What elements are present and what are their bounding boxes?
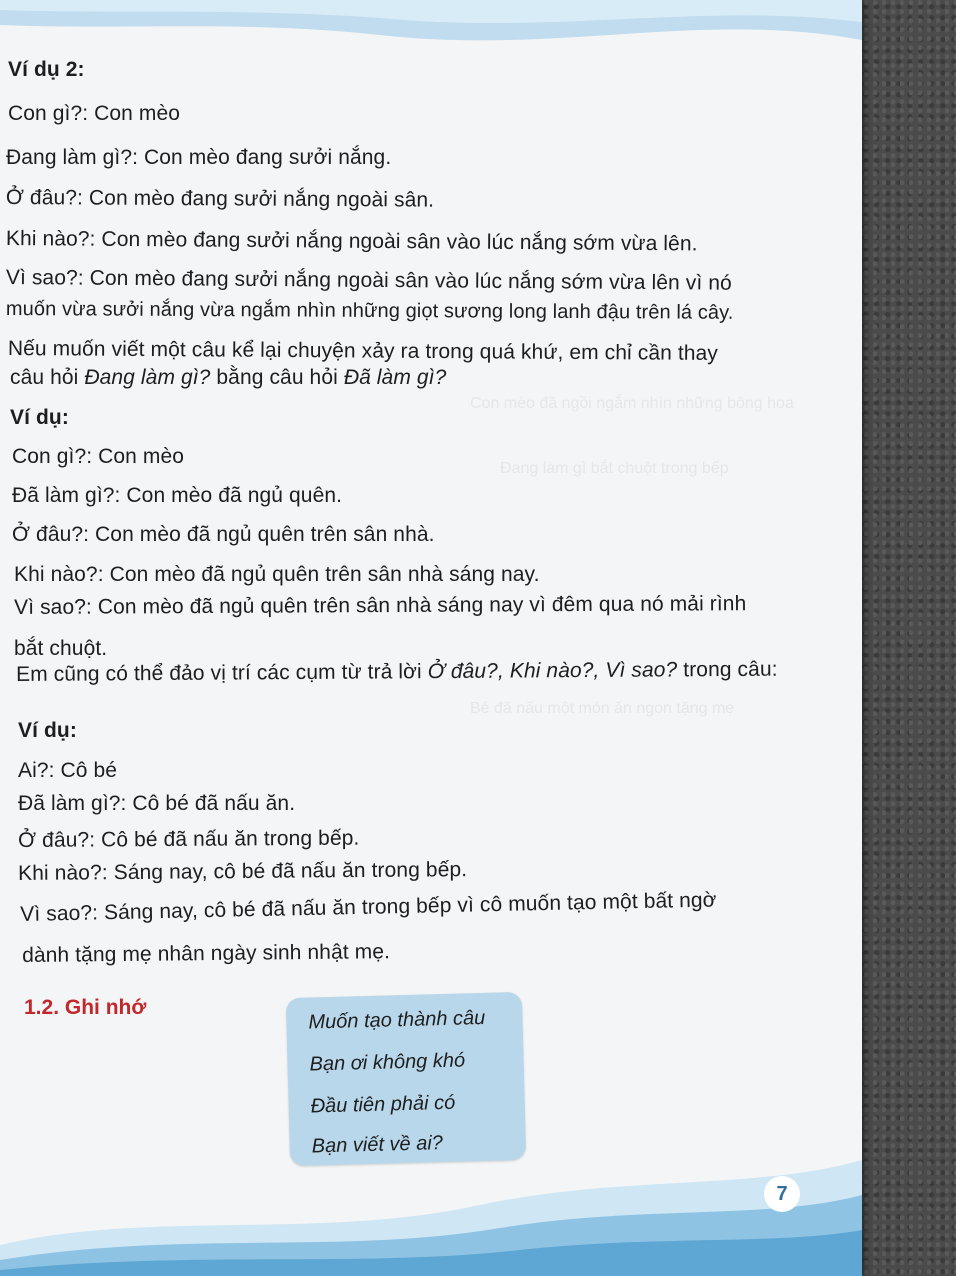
note-past-line2 <box>10 366 446 390</box>
note-swap-prefix: Em cũng có thể đảo vị trí các cụm từ trả lời <box>16 660 428 686</box>
example3-line: Vì sao?: Con mèo đã ngủ quên trên sân nhà sáng nay vì đêm qua nó mải rình <box>14 592 747 619</box>
bottom-wave-decoration <box>0 1150 862 1276</box>
example4-line: Vì sao?: Sáng nay, cô bé đã nấu ăn trong bếp vì cô muốn tạo một bất ngờ <box>20 888 717 926</box>
example4-line: Ai?: Cô bé <box>18 759 118 782</box>
note-swap-suffix: trong câu: <box>677 657 778 682</box>
example2-line: Khi nào?: Con mèo đang sưởi nắng ngoài sân vào lúc nắng sớm vừa lên. <box>5 227 698 256</box>
bleed-through-text: Đang làm gì bắt chuột trong bếp <box>500 460 729 477</box>
example3-heading: Ví dụ: <box>10 406 69 429</box>
memo-line: Muốn tạo thành câu <box>308 1006 486 1034</box>
bleed-through-text: Con mèo đã ngồi ngắm nhìn những bông hoa <box>470 395 794 412</box>
note-past-prefix: câu hỏi <box>10 366 85 389</box>
note-swap-em: Ở đâu?, Khi nào?, Vì sao? <box>427 658 678 684</box>
memo-heading: 1.2. Ghi nhớ <box>24 996 147 1019</box>
note-past-mid: bằng câu hỏi <box>210 366 344 389</box>
memo-box <box>286 992 526 1166</box>
memo-line: Bạn viết về ai? <box>311 1132 444 1158</box>
example3-line: Đã làm gì?: Con mèo đã ngủ quên. <box>12 484 343 507</box>
example4-line: Khi nào?: Sáng nay, cô bé đã nấu ăn trong bếp. <box>18 858 468 885</box>
note-past-em1: Đang làm gì? <box>84 366 211 389</box>
example2-line: Vì sao?: Con mèo đang sưởi nắng ngoài sân vào lúc nắng sớm vừa lên vì nó <box>5 266 732 295</box>
bleed-through-text: Bé đã nấu một món ăn ngon tặng mẹ <box>470 700 735 717</box>
example4-line: dành tặng mẹ nhân ngày sinh nhật mẹ. <box>22 940 391 967</box>
example2-line: Đang làm gì?: Con mèo đang sưởi nắng. <box>6 146 392 169</box>
example3-line: Khi nào?: Con mèo đã ngủ quên trên sân nhà sáng nay. <box>14 563 540 586</box>
example4-heading: Ví dụ: <box>18 719 77 742</box>
note-swap <box>16 658 778 687</box>
example3-line: Ở đâu?: Con mèo đã ngủ quên trên sân nhà. <box>12 523 435 546</box>
example2-line: muốn vừa sưởi nắng vừa ngắm nhìn những giọt sương long lanh đậu trên lá cây. <box>5 298 734 324</box>
example3-line: bắt chuột. <box>14 637 108 660</box>
example4-line: Ở đâu?: Cô bé đã nấu ăn trong bếp. <box>18 826 360 852</box>
example3-line: Con gì?: Con mèo <box>12 445 185 468</box>
example4-line: Đã làm gì?: Cô bé đã nấu ăn. <box>18 792 296 815</box>
note-past-em2: Đã làm gì? <box>343 366 447 389</box>
note-past-line1: Nếu muốn viết một câu kể lại chuyện xảy ra trong quá khứ, em chỉ cần thay <box>7 337 719 365</box>
memo-line: Bạn ơi không khó <box>309 1049 466 1076</box>
example2-line: Ở đâu?: Con mèo đang sưởi nắng ngoài sân. <box>5 186 435 212</box>
page-number: 7 <box>764 1176 800 1212</box>
example2-heading: Ví dụ 2: <box>8 58 85 81</box>
example2-line: Con gì?: Con mèo <box>8 102 181 125</box>
memo-line: Đầu tiên phải có <box>310 1091 456 1118</box>
top-wave-decoration <box>0 0 862 60</box>
